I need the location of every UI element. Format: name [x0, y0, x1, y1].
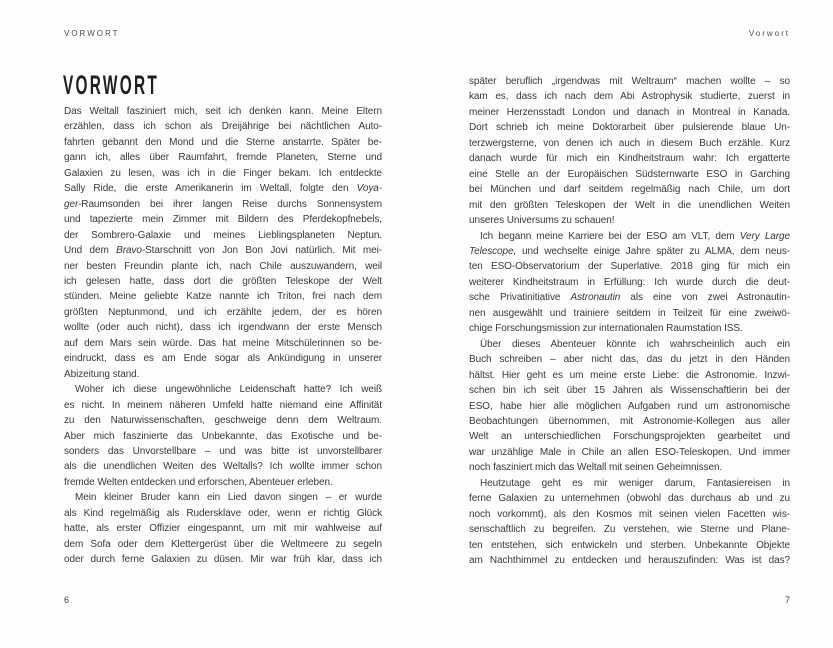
text-line: Aber mich faszinierte das Unbekannte, das Exotische und be-: [64, 430, 382, 442]
text-line: es nicht. In meinem näheren Umfeld hatte niemand eine Affinität: [64, 399, 382, 411]
text-line: später beruflich „irgendwas mit Weltraum“ machen wollte – so: [469, 76, 790, 87]
text-line: auf dem Mars sein würde. Das hat meine Mitschülerinnen so be-: [64, 337, 382, 349]
text-line: weiterer Kindheitstraum in Erfüllung: Ich wurde durch die deut-: [469, 276, 790, 288]
text-line: terzwergsterne, von denen ich auch in diesem Buch erzähle. Kurz: [469, 137, 790, 149]
text-line: schen bin ich seit über 15 Jahren als Wissenschaftlerin bei der: [469, 385, 790, 397]
text-line: hatte, als erster Offizier eingespannt, um mit mir wahlweise auf: [64, 523, 382, 535]
text-line: Sally Ride, die erste Amerikanerin im Weltall, folgte den Voya-: [64, 183, 382, 195]
text-line: nen ausgewählt und trainiere seitdem in Teilzeit für eine zweiwö-: [469, 307, 790, 319]
running-head-right: Vorwort: [748, 29, 790, 38]
text-line: ferne Galaxien zu unternehmen (obwohl das durchaus ab und zu: [469, 493, 790, 505]
text-line: unseres Universums zu schauen!: [469, 215, 615, 227]
text-line: eindruckt, dass es am Ende sogar als Ankündigung in unserer: [64, 353, 382, 365]
text-line: als Kind regelmäßig als Rudersklave oder, wenn er richtig Glück: [64, 507, 382, 519]
text-line: Heutzutage geht es mir weniger darum, Fantasiereisen in: [480, 477, 790, 489]
text-line: ten ESO-Observatorium der Superlative. 2018 ging für mich ein: [469, 261, 790, 273]
text-line: erzählen, dass ich schon als Dreijährige bei nächtlichen Auto-: [64, 121, 382, 133]
text-line: ich gelesen hatte, dass dort die größten Teleskope der Welt: [64, 275, 382, 287]
text-line: bei München und darf seitdem regelmäßig nach Chile, um dort: [469, 184, 790, 196]
page-number-right: 7: [784, 595, 790, 605]
text-line: Abizeitung stand.: [64, 368, 140, 380]
text-line: chige Forschungsmission zur internationalen Raumstation ISS.: [469, 323, 743, 335]
text-line: ger-Raumsonden bei ihrer langen Reise durchs Sonnensystem: [64, 198, 382, 210]
text-line: Und dem Bravo-Starschnitt von Jon Bon Jovi natürlich. Mit mei-: [64, 245, 382, 257]
text-line: Ich begann meine Karriere bei der ESO am VLT, dem Very Large: [480, 230, 791, 242]
text-line: der Sombrero-Galaxie und meines Lieblingsplaneten Neptun.: [64, 229, 382, 241]
text-line: als die unendlichen Weiten des Weltalls? Ich wollte immer schon: [64, 461, 382, 473]
text-line: dem Sofa oder dem Klettergerüst über die Weltmeere zu segeln: [64, 538, 382, 550]
text-line: noch vorkommt), als den Kosmos mit seinen vielen Facetten wis-: [469, 508, 790, 520]
text-line: noch fasziniert mich das Weltall mit seinen Geheimnissen.: [469, 462, 723, 474]
text-line: sonders das Unvorstellbare – und was bitte ist unvorstellbarer: [64, 445, 382, 457]
text-line: war unzählige Male in Chile an allen ESO-Teleskopen. Und immer: [469, 446, 790, 458]
text-line: ner besten Freundin plante ich, nach Chile auszuwandern, weil: [64, 260, 382, 272]
text-line: wollte (oder auch nicht), dass ich irgendwann der erste Mensch: [64, 322, 382, 334]
text-line: Beobachtungen übernommen, mit Astronomie-Kollegen aus aller: [469, 415, 790, 427]
text-line: eine Stelle an der Europäischen Südsternwarte ESO in Garching: [469, 168, 790, 180]
text-line: Galaxien zu lesen, was ich in die Finger bekam. Ich entdeckte: [64, 167, 382, 179]
text-line: senschaftlich zu begreifen. Zu verstehen, wie Sterne und Plane-: [469, 524, 790, 536]
text-line: ten entstehen, sich entwickeln und sterben. Unbekannte Objekte: [469, 539, 790, 551]
text-line: hältst. Hier geht es um meine erste Liebe: die Astronomie. Inzwi-: [469, 369, 790, 381]
text-line: und tapezierte mein Zimmer mit Bildern des Pferdekopfnebels,: [64, 214, 382, 226]
text-line: Welt an unterschiedlichen Forschungsprojekten gearbeitet und: [469, 431, 790, 443]
text-line: fremde Welten entdecken und erforschen, Abenteuer erleben.: [64, 476, 333, 488]
text-line: meiner Herzensstadt London und danach in Montreal in Kanada.: [469, 106, 790, 118]
text-line: fahrten gebannt den Mond und die Sterne anstarrte. Später be-: [64, 136, 382, 148]
text-line: Woher ich diese ungewöhnliche Leidenschaft hatte? Ich weiß: [75, 384, 382, 396]
text-line: gann ich, alles über Raumfahrt, fremde Planeten, Sterne und: [64, 152, 382, 164]
chapter-title-text: VORWORT: [63, 70, 160, 100]
text-line: kam es, dass ich nach dem Abi Astrophysik studierte, zuerst in: [469, 91, 790, 103]
text-line: oder durch ferne Galaxien zu düsen. Mir war früh klar, dass ich: [64, 554, 382, 566]
text-line: sche Privatinitiative Astronautin als eine von zwei Astronautin-: [469, 292, 790, 304]
text-line: Das Weltall fasziniert mich, seit ich denken kann. Meine Eltern: [64, 106, 382, 117]
text-line: größten Neptunmond, und ich erzählte jedem, der es hören: [64, 306, 382, 318]
text-line: Mein kleiner Bruder kann ein Lied davon singen – er wurde: [75, 492, 382, 504]
text-line: am Nachthimmel zu entdecken und herauszufinden: Was ist das?: [469, 555, 790, 567]
text-line: Telescope, und wechselte einige Jahre später zu ALMA, dem neus-: [469, 245, 790, 257]
page-number-left: 6: [64, 595, 70, 605]
text-line: ESO, habe hier alle möglichen Aufgaben rund um astronomische: [469, 400, 790, 412]
text-line: zu den Naturwissenschaften, geschweige denn dem Weltraum.: [64, 415, 382, 427]
text-line: Buch schreiben – aber nicht das, das du jetzt in den Händen: [469, 354, 790, 366]
right-page-text-column: [469, 74, 790, 569]
text-line: Über dieses Abenteuer könnte ich wahrscheinlich auch ein: [480, 338, 790, 350]
text-line: danach wurde für mich ein Kindheitstraum wahr: Ich ergatterte: [469, 153, 790, 165]
left-page-text-column: [64, 104, 382, 568]
text-line: stünden. Meine geliebte Katze nannte ich Triton, frei nach dem: [64, 291, 382, 303]
running-head-left: VORWORT: [64, 29, 120, 38]
chapter-title: [63, 70, 232, 101]
text-line: Dort schrieb ich meine Doktorarbeit über pulsierende blaue Un-: [469, 122, 790, 134]
text-line: mit den größten Teleskopen der Welt in die unendlichen Weiten: [469, 199, 790, 211]
